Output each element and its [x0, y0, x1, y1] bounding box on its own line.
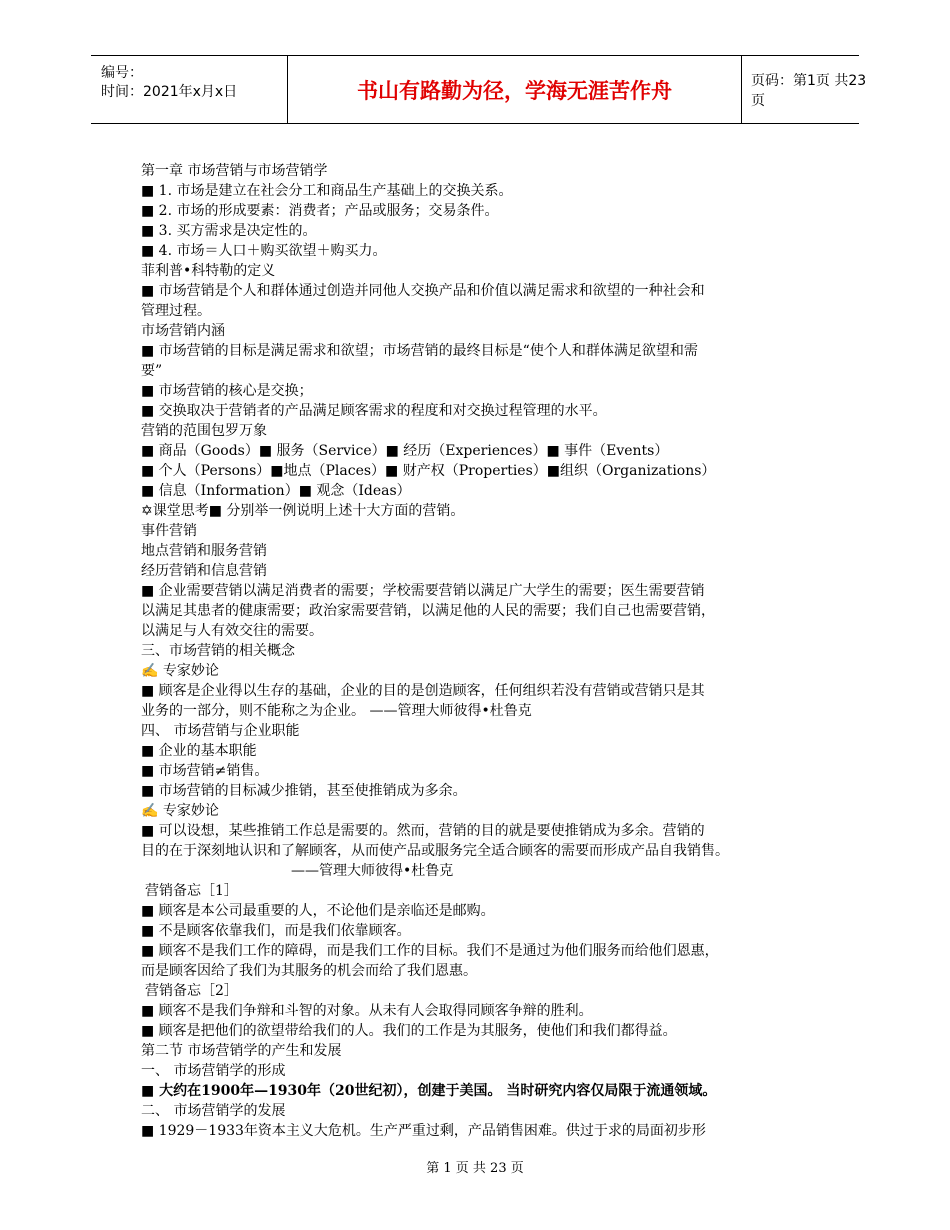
section-heading: 二、 市场营销学的发展	[141, 1103, 286, 1119]
paragraph-line: ■ 3. 买方需求是决定性的。	[141, 223, 317, 239]
paragraph-line: ■ 顾客是企业得以生存的基础，企业的目的是创造顾客，任何组织若没有营销或营销只是其	[141, 683, 705, 699]
paragraph-line: ■ 市场营销≠销售。	[141, 763, 269, 779]
section-heading: 四、 市场营销与企业职能	[141, 723, 300, 739]
paragraph-line: 要”	[141, 363, 163, 379]
section-heading: 菲利普•科特勒的定义	[141, 263, 276, 279]
paragraph-line: ■ 顾客是本公司最重要的人，不论他们是亲临还是邮购。	[141, 903, 495, 919]
document-body	[141, 161, 821, 1141]
paragraph-line: ■ 顾客不是我们争辩和斗智的对象。从未有人会取得同顾客争辩的胜利。	[141, 1003, 593, 1019]
paragraph-line: ■ 1. 市场是建立在社会分工和商品生产基础上的交换关系。	[141, 183, 513, 199]
paragraph-line: 事件营销	[141, 523, 197, 539]
section-heading: 一、 市场营销学的形成	[141, 1063, 286, 1079]
header-meta	[91, 56, 287, 123]
header-motto: 书山有路勤为径，学海无涯苦作舟	[287, 56, 742, 123]
paragraph-line: ■ 市场营销是个人和群体通过创造并同他人交换产品和价值以满足需求和欲望的一种社会和	[141, 283, 705, 299]
section-heading: 三、市场营销的相关概念	[141, 643, 295, 659]
paragraph-line: ■ 4. 市场＝人口＋购买欲望＋购买力。	[141, 243, 387, 259]
paragraph-line: ■ 交换取决于营销者的产品满足顾客需求的程度和对交换过程管理的水平。	[141, 403, 607, 419]
paragraph-line: 地点营销和服务营销	[141, 543, 267, 559]
memo-heading: 营销备忘［2］	[145, 983, 238, 999]
paragraph-line: ■ 市场营销的核心是交换；	[141, 383, 313, 399]
paragraph-line: 以满足其患者的健康需要；政治家需要营销，以满足他的人民的需要；我们自己也需要营销，	[141, 603, 715, 619]
doc-code-label: 编号：	[101, 65, 143, 81]
paragraph-line: ■ 顾客不是我们工作的障碍，而是我们工作的目标。我们不是通过为他们服务而给他们恩惠，	[141, 943, 719, 959]
paragraph-line: ■ 企业的基本职能	[141, 743, 257, 759]
paragraph-line: ■ 市场营销的目标减少推销，甚至使推销成为多余。	[141, 783, 467, 799]
paragraph-line: 而是顾客因给了我们为其服务的机会而给了我们恩惠。	[141, 963, 477, 979]
paragraph-line: ■ 市场营销的目标是满足需求和欲望；市场营销的最终目标是“使个人和群体满足欲望和需	[141, 343, 698, 359]
paragraph-line: 以满足与人有效交往的需要。	[141, 623, 323, 639]
paragraph-line: ■ 大约在1900年—1930年（20世纪初），创建于美国。 当时研究内容仅局限于流通领域。	[141, 1083, 717, 1099]
memo-heading: 营销备忘［1］	[145, 883, 238, 899]
paragraph-line: ■ 2. 市场的形成要素：消费者；产品或服务；交易条件。	[141, 203, 499, 219]
section-heading: 营销的范围包罗万象	[141, 423, 267, 439]
page-footer: 第 1 页 共 23 页	[426, 1161, 524, 1176]
doc-time-label: 时间：2021年x月x日	[101, 84, 238, 100]
paragraph-line: ✡课堂思考■ 分别举一例说明上述十大方面的营销。	[141, 503, 465, 519]
paragraph-line: 管理过程。	[141, 303, 211, 319]
section-heading: 市场营销内涵	[141, 323, 225, 339]
paragraph-line: ■ 不是顾客依靠我们，而是我们依靠顾客。	[141, 923, 411, 939]
paragraph-line: ■ 企业需要营销以满足消费者的需要；学校需要营销以满足广大学生的需要；医生需要营销	[141, 583, 705, 599]
paragraph-line: 目的在于深刻地认识和了解顾客，从而使产品或服务完全适合顾客的需要而形成产品自我销售。	[141, 843, 729, 859]
paragraph-line: ■ 商品（Goods）■ 服务（Service）■ 经历（Experiences）■ 事件（Events）	[141, 443, 669, 459]
paragraph-line: ✍ 专家妙论	[141, 803, 219, 819]
paragraph-line: ■ 可以设想，某些推销工作总是需要的。然而，营销的目的就是要使推销成为多余。营销的	[141, 823, 705, 839]
paragraph-line: ■ 个人（Persons）■地点（Places）■ 财产权（Properties）■组织（Organizations）	[141, 463, 716, 479]
paragraph-line: ■ 1929－1933年资本主义大危机。生产严重过剩，产品销售困难。供过于求的局面初步形	[141, 1123, 706, 1139]
chapter-title: 第一章 市场营销与市场营销学	[141, 163, 328, 179]
attribution-line: ——管理大师彼得•杜鲁克	[291, 863, 454, 879]
section-heading: 第二节 市场营销学的产生和发展	[141, 1043, 342, 1059]
paragraph-line: ■ 信息（Information）■ 观念（Ideas）	[141, 483, 411, 499]
header-page-label: 页码：第1页 共23页	[751, 72, 867, 109]
paragraph-line: ✍ 专家妙论	[141, 663, 219, 679]
paragraph-line: ■ 顾客是把他们的欲望带给我们的人。我们的工作是为其服务，使他们和我们都得益。	[141, 1023, 677, 1039]
paragraph-line: 经历营销和信息营销	[141, 563, 267, 579]
page-header	[91, 55, 867, 124]
paragraph-line: 业务的一部分，则不能称之为企业。 ——管理大师彼得•杜鲁克	[141, 703, 532, 719]
